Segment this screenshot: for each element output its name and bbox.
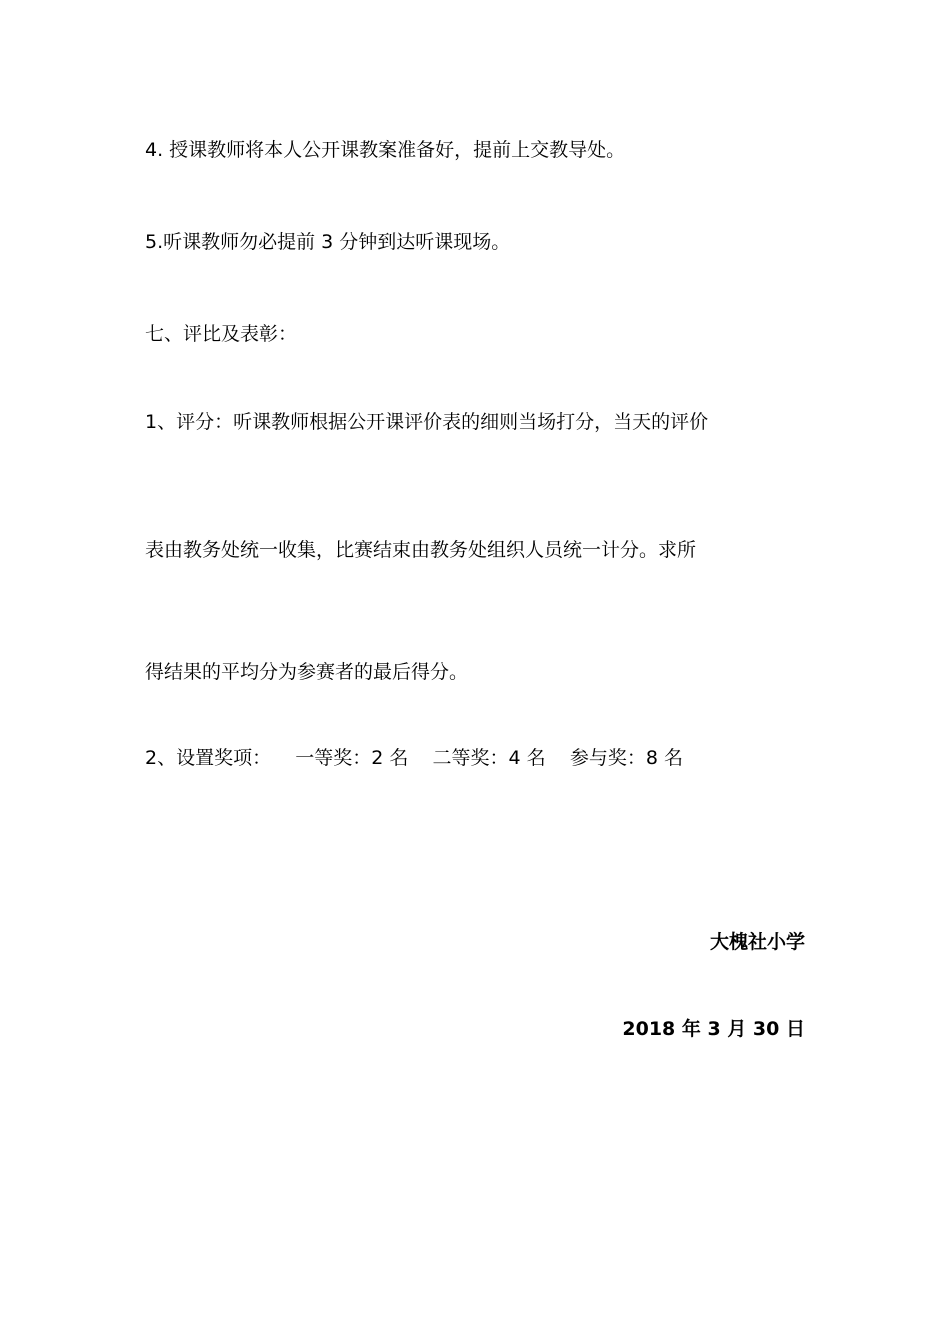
item-4-lesson-plan: 4. 授课教师将本人公开课教案准备好，提前上交教导处。 [145,139,626,161]
scoring-paragraph-line-1: 1、评分：听课教师根据公开课评价表的细则当场打分，当天的评价 [145,411,709,433]
award-settings-line: 2、设置奖项： 一等奖：2 名 二等奖：4 名 参与奖：8 名 [145,747,683,769]
signature-organization: 大槐社小学 [709,931,805,953]
scoring-paragraph-line-3: 得结果的平均分为参赛者的最后得分。 [145,661,469,683]
scoring-paragraph-line-2: 表由教务处统一收集，比赛结束由教务处组织人员统一计分。求所 [145,539,697,561]
section-heading-awards: 七、评比及表彰： [145,323,298,345]
signature-date: 2018 年 3 月 30 日 [622,1018,805,1040]
item-5-arrive-early: 5.听课教师勿必提前 3 分钟到达听课现场。 [145,231,511,253]
